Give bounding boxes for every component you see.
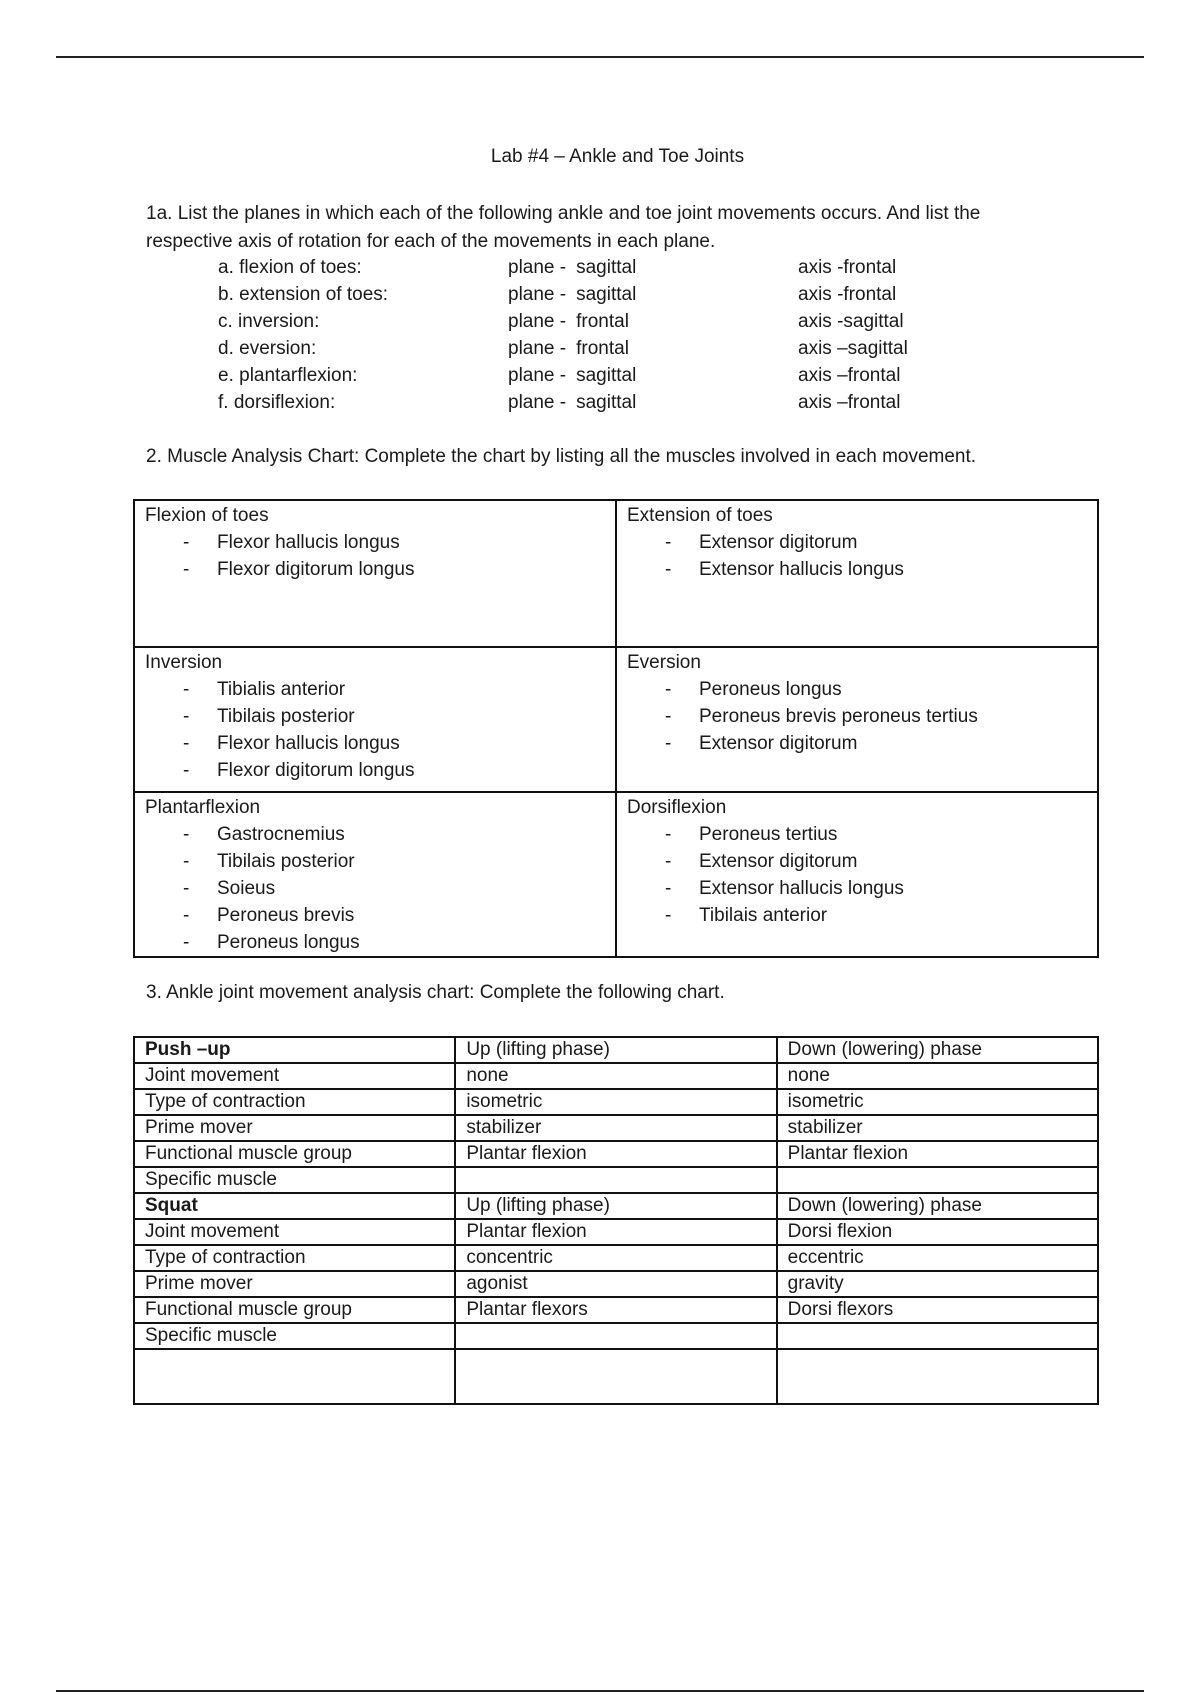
table-row <box>134 1271 1098 1297</box>
chart-cell-dorsiflexion <box>616 792 1098 957</box>
chart-cell-eversion <box>616 647 1098 792</box>
muscle-item: - Flexor digitorum longus <box>145 556 605 583</box>
table-cell: Down (lowering) phase <box>777 1037 1098 1063</box>
table-cell: Down (lowering) phase <box>777 1193 1098 1219</box>
table-row <box>134 1115 1098 1141</box>
table-cell: agonist <box>455 1271 776 1297</box>
muscle-item: - Tibilais posterior <box>145 703 605 730</box>
table-cell <box>455 1323 776 1349</box>
table-cell <box>777 1167 1098 1193</box>
table-cell <box>777 1349 1098 1404</box>
plane-row <box>146 254 1046 281</box>
plane-row <box>146 335 1046 362</box>
axis-answer: axis –frontal <box>798 392 901 413</box>
axis-answer: axis –frontal <box>798 365 901 386</box>
muscle-item: - Extensor digitorum <box>627 848 1087 875</box>
plane-answer: plane - sagittal <box>508 392 637 413</box>
table-cell: isometric <box>455 1089 776 1115</box>
table-row <box>134 1063 1098 1089</box>
movement-label: e. plantarflexion: <box>218 365 358 386</box>
table-row <box>134 1297 1098 1323</box>
table-cell: Prime mover <box>134 1115 455 1141</box>
table-row <box>134 1323 1098 1349</box>
question-2-prompt: 2. Muscle Analysis Chart: Complete the chart by listing all the muscles involved in each movement. <box>146 446 977 467</box>
muscle-item: - Flexor digitorum longus <box>145 757 605 784</box>
table-cell <box>455 1349 776 1404</box>
footer-rule <box>56 1690 1144 1692</box>
table-cell: isometric <box>777 1089 1098 1115</box>
chart-cell-extension-of-toes <box>616 500 1098 647</box>
muscle-item: - Extensor digitorum <box>627 730 1087 757</box>
cell-heading: Plantarflexion <box>145 797 261 818</box>
muscle-item: - Extensor hallucis longus <box>627 875 1087 902</box>
muscle-analysis-chart <box>133 499 1099 958</box>
cell-heading: Extension of toes <box>627 505 773 526</box>
table-cell <box>455 1167 776 1193</box>
table-cell: Dorsi flexors <box>777 1297 1098 1323</box>
table-cell: Plantar flexion <box>455 1219 776 1245</box>
table-cell: eccentric <box>777 1245 1098 1271</box>
muscle-item: - Peroneus tertius <box>627 821 1087 848</box>
planes-list <box>146 254 1046 416</box>
plane-row <box>146 308 1046 335</box>
muscle-item: - Flexor hallucis longus <box>145 730 605 757</box>
muscle-item: - Soieus <box>145 875 605 902</box>
plane-row <box>146 362 1046 389</box>
muscle-item: - Peroneus longus <box>145 929 605 956</box>
table-cell: Squat <box>134 1193 455 1219</box>
table-cell: Up (lifting phase) <box>455 1193 776 1219</box>
table-cell: Prime mover <box>134 1271 455 1297</box>
axis-answer: axis -frontal <box>798 257 897 278</box>
table-cell: Push –up <box>134 1037 455 1063</box>
table-cell: Functional muscle group <box>134 1297 455 1323</box>
table-cell: Type of contraction <box>134 1089 455 1115</box>
table-row <box>134 1219 1098 1245</box>
table-cell: gravity <box>777 1271 1098 1297</box>
header-rule <box>56 56 1144 58</box>
table-row <box>134 1349 1098 1404</box>
axis-answer: axis –sagittal <box>798 338 908 359</box>
axis-answer: axis -frontal <box>798 284 897 305</box>
table-cell: Up (lifting phase) <box>455 1037 776 1063</box>
movement-label: a. flexion of toes: <box>218 257 362 278</box>
table-cell: Specific muscle <box>134 1167 455 1193</box>
movement-label: c. inversion: <box>218 311 320 332</box>
muscle-item: - Flexor hallucis longus <box>145 529 605 556</box>
muscle-item: - Peroneus brevis <box>145 902 605 929</box>
table-row <box>134 1167 1098 1193</box>
axis-answer: axis -sagittal <box>798 311 904 332</box>
table-row <box>134 1245 1098 1271</box>
table-cell: Joint movement <box>134 1063 455 1089</box>
movement-label: f. dorsiflexion: <box>218 392 336 413</box>
movement-label: b. extension of toes: <box>218 284 389 305</box>
table-cell <box>777 1323 1098 1349</box>
cell-heading: Eversion <box>627 652 701 673</box>
muscle-item: - Tibilais posterior <box>145 848 605 875</box>
table-row <box>134 1089 1098 1115</box>
table-cell: Dorsi flexion <box>777 1219 1098 1245</box>
table-cell: Specific muscle <box>134 1323 455 1349</box>
table-cell: stabilizer <box>455 1115 776 1141</box>
plane-answer: plane - frontal <box>508 338 629 359</box>
plane-answer: plane - sagittal <box>508 257 637 278</box>
muscle-item: - Tibilais anterior <box>627 902 1087 929</box>
chart-cell-plantarflexion <box>134 792 616 957</box>
muscle-item: - Extensor digitorum <box>627 529 1087 556</box>
question-1-prompt: 1a. List the planes in which each of the following ankle and toe joint movements occurs. And list the respective axis of rotation for each of the movements in each plane. <box>146 203 981 252</box>
table-cell: none <box>777 1063 1098 1089</box>
table-cell: Plantar flexion <box>455 1141 776 1167</box>
movement-label: d. eversion: <box>218 338 317 359</box>
table-cell: Functional muscle group <box>134 1141 455 1167</box>
cell-heading: Flexion of toes <box>145 505 269 526</box>
ankle-movement-chart <box>133 1036 1099 1405</box>
table-cell: Plantar flexion <box>777 1141 1098 1167</box>
table-cell: stabilizer <box>777 1115 1098 1141</box>
muscle-item: - Gastrocnemius <box>145 821 605 848</box>
table-row <box>134 1193 1098 1219</box>
table-cell: none <box>455 1063 776 1089</box>
table-cell: concentric <box>455 1245 776 1271</box>
plane-row <box>146 389 1046 416</box>
plane-answer: plane - sagittal <box>508 284 637 305</box>
table-cell: Type of contraction <box>134 1245 455 1271</box>
plane-answer: plane - sagittal <box>508 365 637 386</box>
muscle-item: - Peroneus longus <box>627 676 1087 703</box>
table-row <box>134 1141 1098 1167</box>
table-cell: Joint movement <box>134 1219 455 1245</box>
cell-heading: Dorsiflexion <box>627 797 727 818</box>
table-row <box>134 1037 1098 1063</box>
plane-row <box>146 281 1046 308</box>
cell-heading: Inversion <box>145 652 223 673</box>
question-3-prompt: 3. Ankle joint movement analysis chart: Complete the following chart. <box>146 982 725 1003</box>
table-cell: Plantar flexors <box>455 1297 776 1323</box>
table-cell <box>134 1349 455 1404</box>
muscle-item: - Peroneus brevis peroneus tertius <box>627 703 1087 730</box>
muscle-item: - Tibialis anterior <box>145 676 605 703</box>
chart-cell-inversion <box>134 647 616 792</box>
muscle-item: - Extensor hallucis longus <box>627 556 1087 583</box>
page-title: Lab #4 – Ankle and Toe Joints <box>490 146 745 167</box>
plane-answer: plane - frontal <box>508 311 629 332</box>
chart-cell-flexion-of-toes <box>134 500 616 647</box>
